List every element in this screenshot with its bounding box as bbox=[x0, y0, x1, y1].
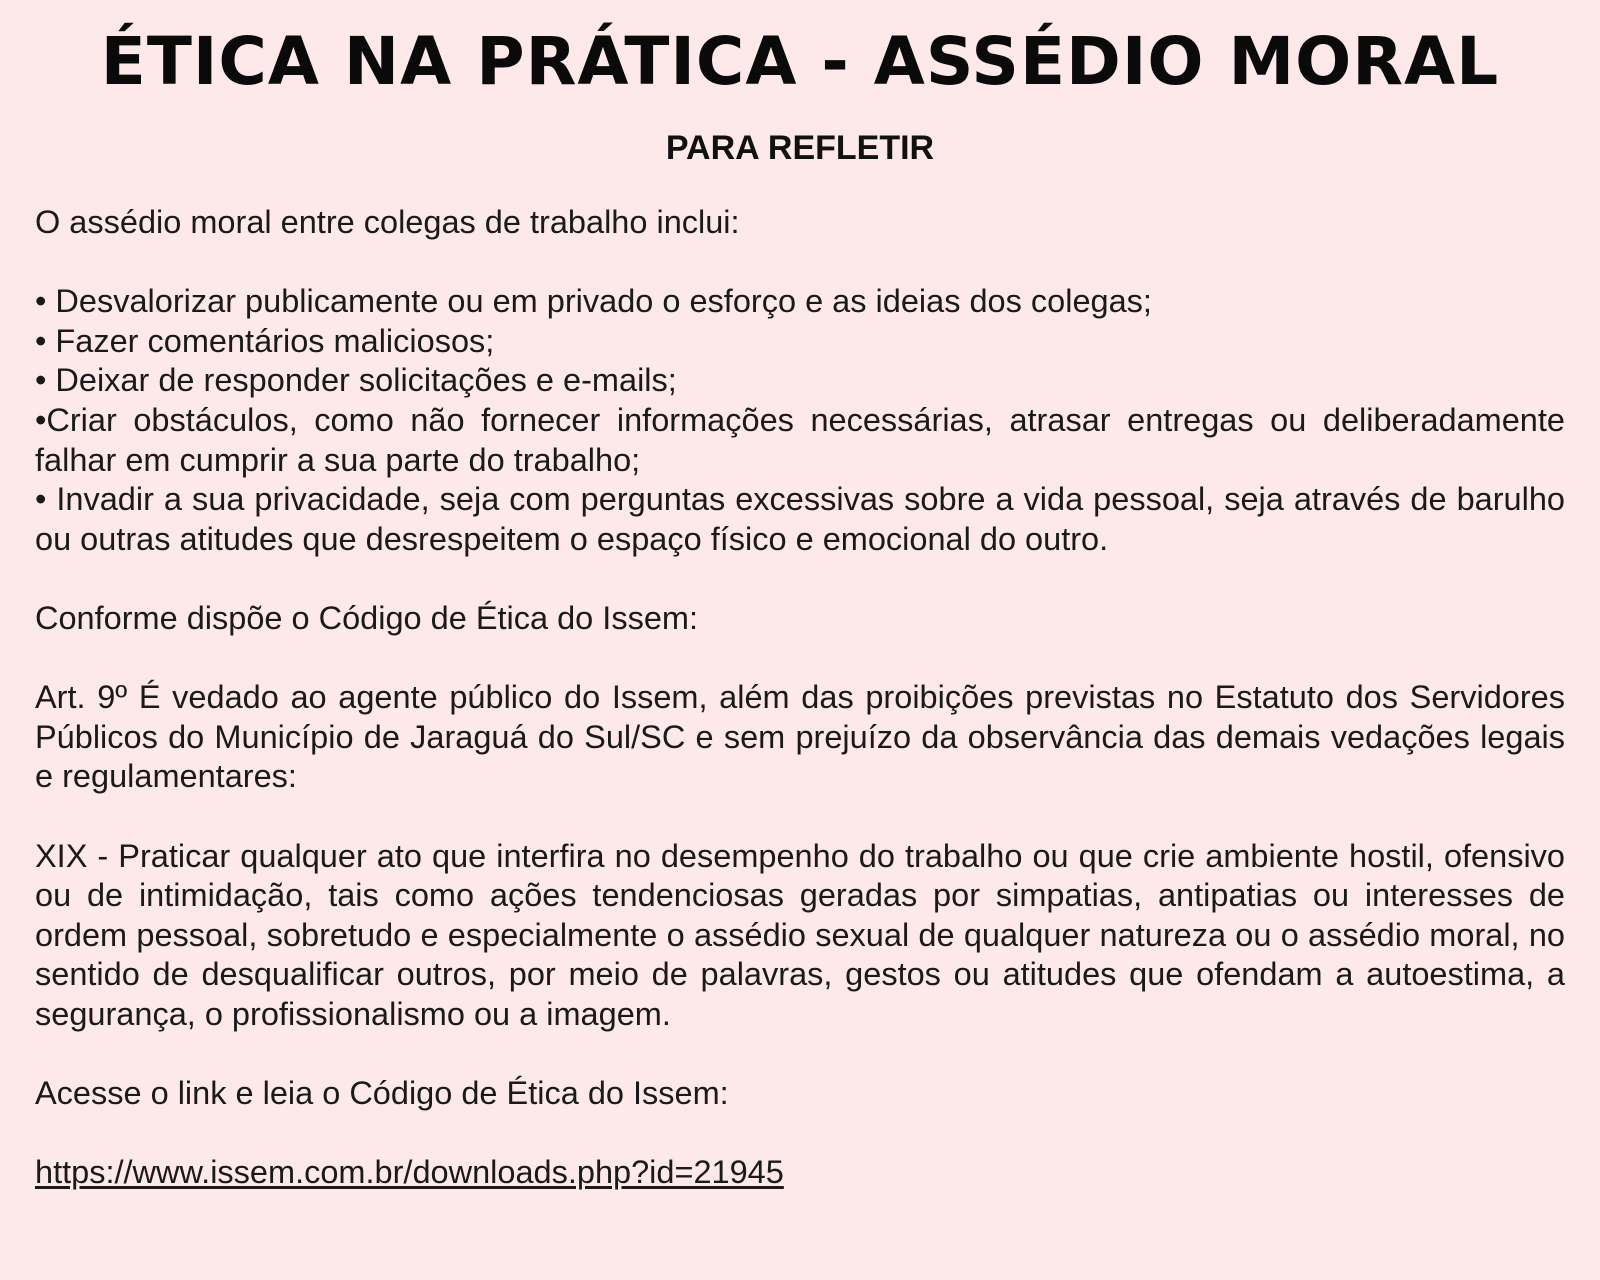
item-xix-paragraph: XIX - Praticar qualquer ato que interfira no desempenho do trabalho ou que crie ambiente hostil, ofensivo ou de intimidação, tais como ações tendenciosas geradas por simpatias, antipatias ou interesses de ordem pessoal, sobretudo e especialmente o assédio sexual de qualquer natureza ou o assédio moral, no sentido de desqualificar outros, por meio de palavras, gestos ou atitudes que ofendam a autoestima, a segurança, o profissionalismo ou a imagem. bbox=[35, 837, 1565, 1032]
list-item: • Invadir a sua privacidade, seja com perguntas excessivas sobre a vida pessoal, seja através de barulho ou outras atitudes que desrespeitem o espaço físico e emocional do outro. bbox=[35, 481, 1565, 557]
list-item: •Criar obstáculos, como não fornecer informações necessárias, atrasar entregas ou deliberadamente falhar em cumprir a sua parte do trabalho; bbox=[35, 401, 1565, 478]
spacer bbox=[35, 797, 1565, 837]
spacer bbox=[35, 1114, 1565, 1154]
list-item: • Fazer comentários maliciosos; bbox=[35, 322, 495, 359]
article-paragraph: Art. 9º É vedado ao agente público do Issem, além das proibições previstas no Estatuto dos Servidores Públicos do Município de Jaraguá do Sul/SC e sem prejuízo da observância das demais vedações legais e regulamentares: bbox=[35, 679, 1565, 795]
spacer bbox=[35, 243, 1565, 283]
list-item: • Deixar de responder solicitações e e-mails; bbox=[35, 362, 677, 399]
intro-paragraph: O assédio moral entre colegas de trabalho inclui: bbox=[35, 204, 740, 240]
code-intro-paragraph: Conforme dispõe o Código de Ética do Issem: bbox=[35, 599, 698, 636]
page-subtitle: PARA REFLETIR bbox=[665, 129, 935, 167]
spacer bbox=[35, 639, 1565, 679]
link-paragraph bbox=[35, 1153, 1565, 1193]
access-paragraph: Acesse o link e leia o Código de Ética do Issem: bbox=[35, 1075, 729, 1112]
body-text bbox=[35, 203, 1565, 1193]
spacer bbox=[35, 559, 1565, 599]
page-title: ÉTICA NA PRÁTICA - ASSÉDIO MORAL bbox=[100, 23, 1500, 100]
list-item: • Desvalorizar publicamente ou em privado o esforço e as ideias dos colegas; bbox=[35, 283, 1152, 320]
spacer bbox=[35, 1034, 1565, 1074]
code-of-ethics-link[interactable]: https://www.issem.com.br/downloads.php?id=21945 bbox=[35, 1154, 784, 1191]
